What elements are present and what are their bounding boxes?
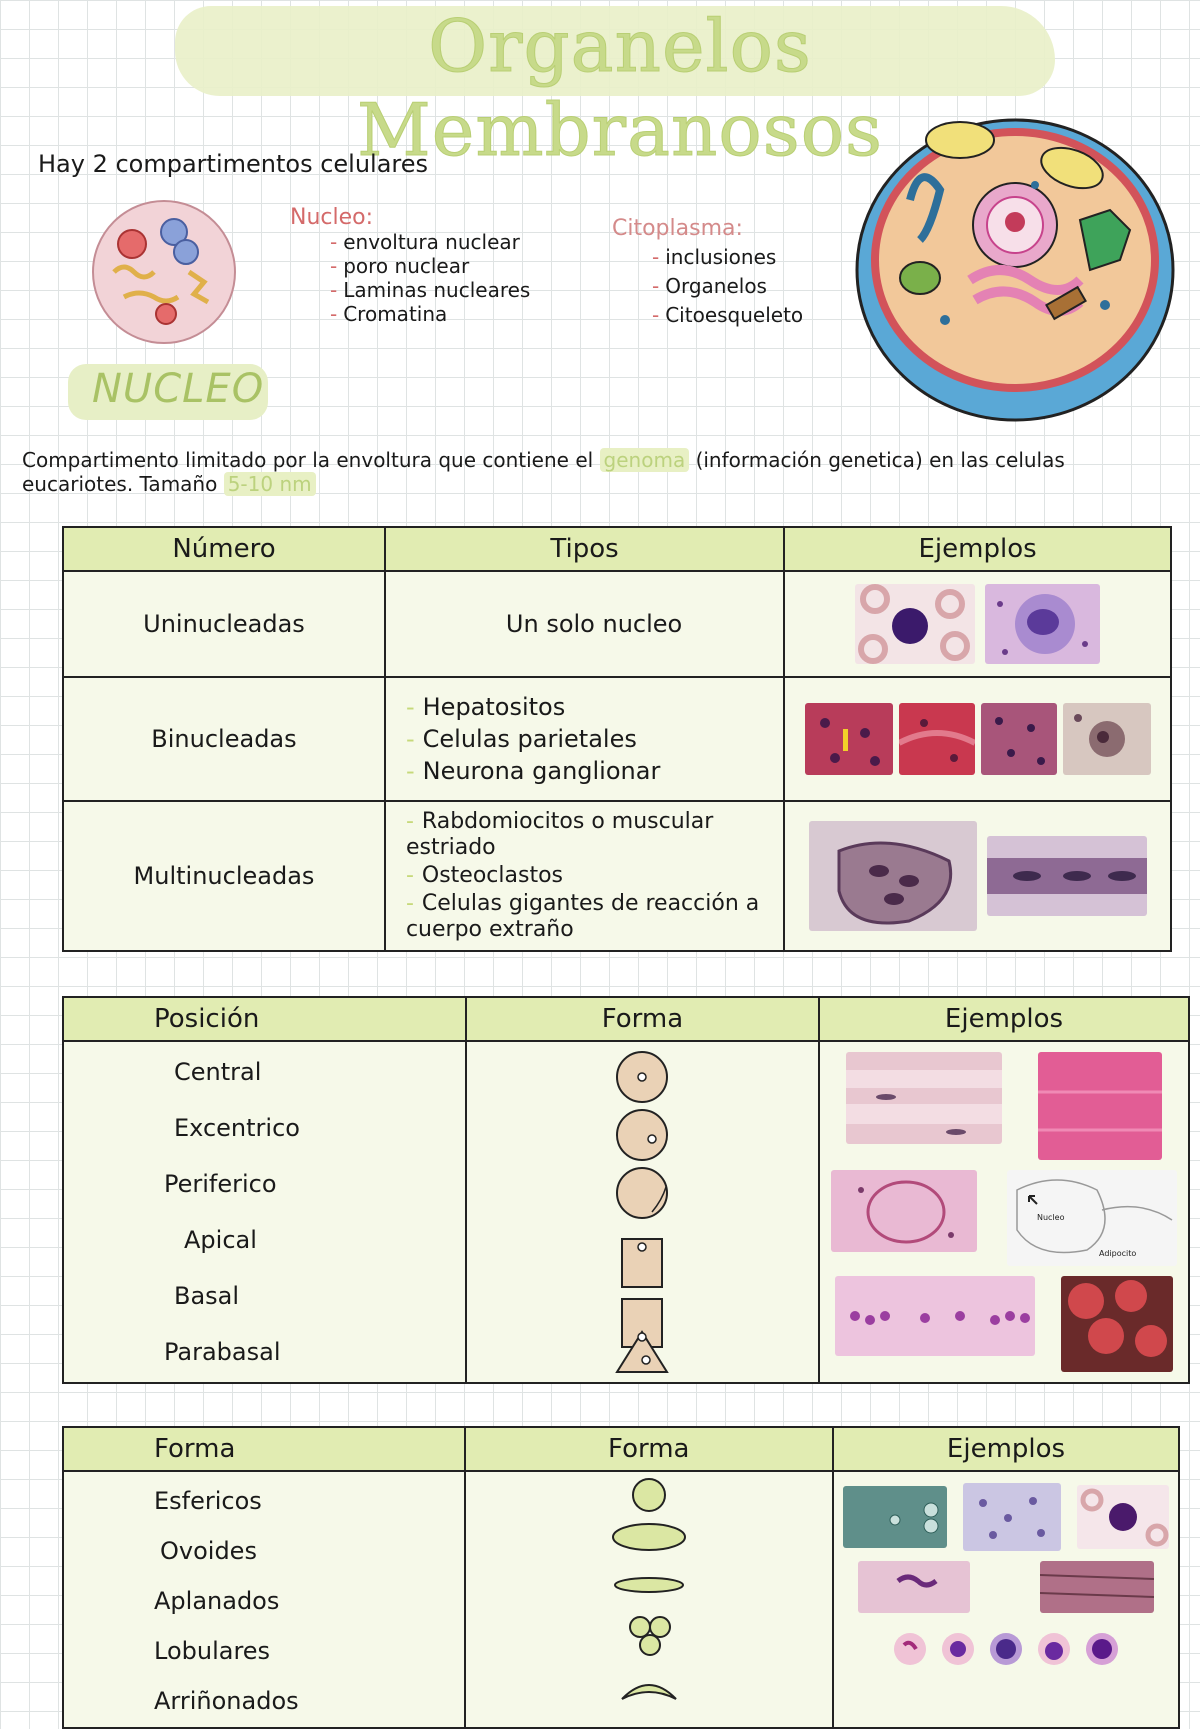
list-item: - Organelos [652,274,767,298]
example-images [786,813,1169,939]
micrograph-image [843,1486,947,1548]
micrograph-image [1040,1561,1154,1613]
definition-text: Compartimento limitado por la envoltura que contiene el genoma (información genetica) en las celulas eucariotes. Tamaño 5-10 nm [22,448,1065,496]
list-item: - poro nuclear [330,254,470,278]
micrograph-image [899,703,975,775]
micrograph-image [963,1483,1061,1551]
micrograph-image [835,1276,1035,1356]
shape-column [465,1471,833,1728]
example-images [833,1471,1179,1728]
example-images [819,1041,1189,1383]
column-header: Posición [63,997,466,1041]
list-item: Esfericos [154,1487,262,1515]
table-posicion [62,996,1190,1384]
micrograph-image [1077,1485,1169,1549]
tipo-item: - Neurona ganglionar [405,757,661,785]
micrograph-image [986,1623,1026,1669]
adipocito-caption: Adipocito [1099,1249,1137,1258]
kidney-shape [622,1685,676,1699]
example-images [786,576,1169,672]
table-row [63,677,1171,801]
table-row [63,571,1171,677]
column-header: Ejemplos [833,1427,1179,1471]
citoplasma-list [612,214,803,330]
table-row [63,1041,1189,1383]
lobular-shape [630,1617,650,1637]
table-row [63,1471,1179,1728]
nucleo-list [290,206,530,326]
list-item: Ovoides [160,1537,257,1565]
spherical-shape [633,1479,665,1511]
list-item: Parabasal [164,1338,281,1366]
list-item: Lobulares [154,1637,271,1665]
list-item: Central [174,1058,262,1086]
list-item: - envoltura nuclear [330,230,520,254]
micrograph-image [981,703,1057,775]
intro-text: Hay 2 compartimentos celulares [38,150,429,178]
table-numero [62,526,1172,952]
shape-column [466,1041,819,1383]
tipo-item: - Rabdomiocitos o muscular estriado [405,809,714,860]
tipo-item: - Hepatositos [405,693,566,721]
tipo-item: - Celulas parietales [405,725,637,753]
list-item: Excentrico [174,1114,300,1142]
flattened-shape [615,1578,683,1592]
column-header: Tipos [385,527,784,571]
excentric-shape [617,1110,667,1160]
micrograph-image [805,703,893,775]
list-item: Basal [174,1282,240,1310]
micrograph-image [987,836,1147,916]
micrograph-image [1082,1623,1122,1669]
micrograph-image [846,1052,1002,1144]
micrograph-image [831,1170,977,1252]
nucleus-form-shapes [604,1473,694,1705]
micrograph-image [1038,1052,1162,1160]
column-header: Número [63,527,385,571]
column-header: Ejemplos [784,527,1171,571]
example-images [786,695,1169,783]
list-item: Arriñonados [154,1687,299,1715]
section-label: NUCLEO [92,366,265,412]
column-header: Forma [466,997,819,1041]
genoma-highlight: genoma [600,448,690,472]
list-item: - Citoesqueleto [652,303,804,327]
list-item: Periferico [164,1170,277,1198]
column-header: Forma [465,1427,833,1471]
list-item: Aplanados [154,1587,280,1615]
column-header: Ejemplos [819,997,1189,1041]
micrograph-image [858,1561,970,1613]
micrograph-image [938,1623,978,1669]
micrograph-image [809,821,977,931]
nucleus-position-shapes [612,1047,672,1377]
page-title: Organelos Membranosos [356,4,883,172]
tipo-item: - Osteoclastos [405,863,564,888]
micrograph-image [855,584,975,664]
tipo-item: Un solo nucleo [505,610,683,638]
peripheral-shape [617,1168,667,1218]
nucleo-caption: Nucleo [1037,1213,1065,1222]
list-item: - inclusiones [652,245,777,269]
size-highlight: 5-10 nm [224,472,316,496]
column-header: Forma [63,1427,465,1471]
table-row [63,801,1171,951]
cell-illustration [850,110,1180,434]
table-forma [62,1426,1180,1729]
row-label: Uninucleadas [63,571,385,677]
list-item: Apical [184,1226,257,1254]
micrograph-image [890,1623,930,1669]
micrograph-image [1007,1170,1177,1266]
row-label: Multinucleadas [63,801,385,951]
ovoid-shape [613,1524,685,1550]
row-label: Binucleadas [63,677,385,801]
micrograph-image [1063,703,1151,775]
list-item: - Cromatina [330,302,448,326]
citoplasma-heading: Citoplasma: [612,216,743,241]
micrograph-image [1034,1623,1074,1669]
micrograph-image [985,584,1100,664]
list-item: - Laminas nucleares [330,278,531,302]
nucleus-illustration [92,200,236,344]
tipo-item: - Celulas gigantes de reacción a cuerpo extraño [405,891,760,942]
micrograph-image [1061,1276,1173,1372]
nucleo-heading: Nucleo: [290,205,374,230]
